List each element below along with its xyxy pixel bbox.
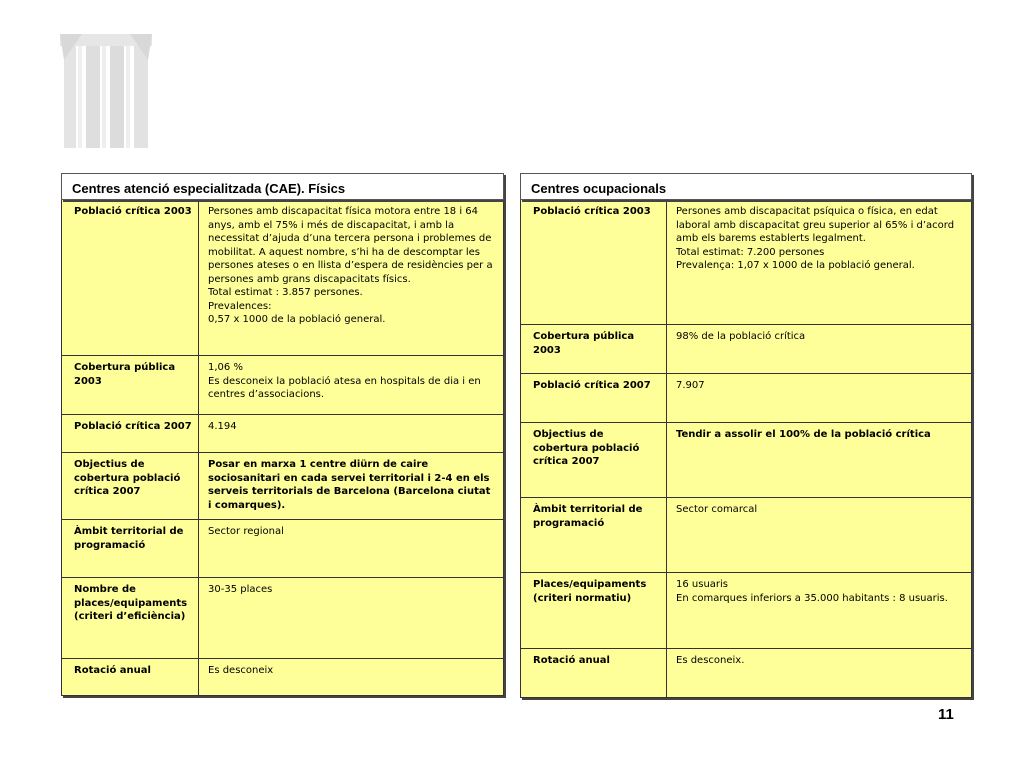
- row-label: Nombre de places/equipaments (criteri d’eficiència): [62, 578, 199, 659]
- row-label: Població crítica 2007: [62, 415, 199, 453]
- row-label: Rotació anual: [521, 649, 667, 698]
- table-row: [62, 200, 504, 356]
- row-value: 16 usuaris En comarques inferiors a 35.000 habitants : 8 usuaris.: [667, 573, 972, 649]
- row-value: Sector comarcal: [667, 498, 972, 573]
- row-value: Es desconeix.: [667, 649, 972, 698]
- cae-fisics-panel: [61, 173, 504, 696]
- table-row: [521, 573, 972, 649]
- row-label: Cobertura pública 2003: [521, 325, 667, 374]
- row-label: Població crítica 2003: [62, 200, 199, 356]
- row-value: Persones amb discapacitat psíquica o física, en edat laboral amb discapacitat greu superior al 65% i d’acord amb els barems establerts legalment. Total estimat: 7.200 persones Prevalença: 1,07 x 1000 de la població general.: [667, 200, 972, 325]
- row-label: Cobertura pública 2003: [62, 356, 199, 415]
- table-row: [62, 578, 504, 659]
- page-number: 11: [938, 706, 954, 723]
- row-label: Places/equipaments (criteri normatiu): [521, 573, 667, 649]
- table-row: [521, 325, 972, 374]
- row-value: 4.194: [199, 415, 504, 453]
- table-row: [521, 498, 972, 573]
- table-row: [62, 415, 504, 453]
- row-value: 1,06 % Es desconeix la població atesa en hospitals de dia i en centres d’associacions.: [199, 356, 504, 415]
- row-value: Posar en marxa 1 centre diürn de caire sociosanitari en cada servei territorial i 2-4 en els serveis territorials de Barcelona (Barcelona ciutat i comarques).: [199, 453, 504, 520]
- table-row: [62, 453, 504, 520]
- row-value: Sector regional: [199, 520, 504, 578]
- row-label: Rotació anual: [62, 659, 199, 696]
- row-label: Població crítica 2007: [521, 374, 667, 423]
- panel-title: Centres ocupacionals: [520, 173, 972, 200]
- row-value: 7.907: [667, 374, 972, 423]
- table-row: [62, 659, 504, 696]
- row-label: Àmbit territorial de programació: [521, 498, 667, 573]
- table-row: [521, 200, 972, 325]
- row-value: 98% de la població crítica: [667, 325, 972, 374]
- table-row: [521, 374, 972, 423]
- row-label: Població crítica 2003: [521, 200, 667, 325]
- centres-ocupacionals-table: [520, 199, 972, 698]
- columns-logo-icon: [56, 30, 156, 152]
- cae-fisics-table: [61, 199, 504, 696]
- table-row: [62, 356, 504, 415]
- row-value: Tendir a assolir el 100% de la població crítica: [667, 423, 972, 498]
- panel-title: Centres atenció especialitzada (CAE). Físics: [61, 173, 504, 200]
- row-value: 30-35 places: [199, 578, 504, 659]
- table-row: [62, 520, 504, 578]
- table-row: [521, 649, 972, 698]
- row-value: Persones amb discapacitat física motora entre 18 i 64 anys, amb el 75% i més de discapacitat, i amb la necessitat d’ajuda d’una tercera persona i problemes de mobilitat. A aquest nombre, s’hi ha de descomptar les persones ateses o en llista d’espera de residències per a persones amb grans discapacitats físics. Total estimat : 3.857 persones. Prevalences: 0,57 x 1000 de la població general.: [199, 200, 504, 356]
- table-row: [521, 423, 972, 498]
- row-label: Objectius de cobertura població crítica 2007: [62, 453, 199, 520]
- centres-ocupacionals-panel: [520, 173, 972, 698]
- row-label: Objectius de cobertura població crítica 2007: [521, 423, 667, 498]
- row-value: Es desconeix: [199, 659, 504, 696]
- row-label: Àmbit territorial de programació: [62, 520, 199, 578]
